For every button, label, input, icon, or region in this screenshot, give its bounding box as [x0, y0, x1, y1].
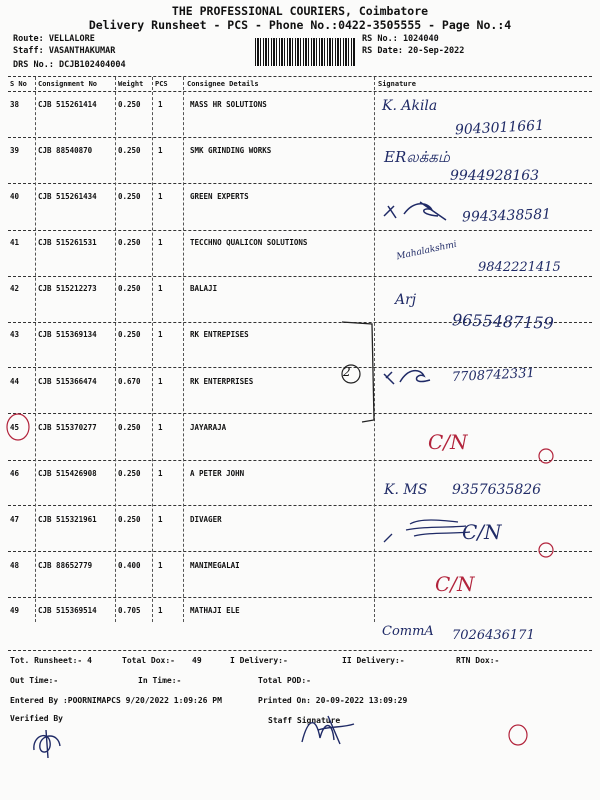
row-pcs: 1: [158, 146, 163, 155]
i-delivery: I Delivery:-: [230, 656, 288, 665]
row-sno: 39: [10, 146, 20, 155]
signature-name: C/N: [435, 572, 475, 596]
row-weight: 0.250: [118, 330, 141, 339]
row-divider: [8, 230, 592, 231]
runsheet-subtitle: Delivery Runsheet - PCS - Phone No.:0422-3505555 - Page No.:4: [88, 18, 512, 32]
printed-on: Printed On: 20-09-2022 13:09:29: [258, 696, 408, 705]
row-pcs: 1: [158, 377, 163, 386]
row-weight: 0.705: [118, 606, 141, 615]
row-weight: 0.250: [118, 192, 141, 201]
table-header-rule: [8, 91, 592, 92]
out-time: Out Time:-: [10, 676, 59, 685]
col-header-pcs: PCS: [155, 80, 168, 88]
row-divider: [8, 460, 592, 461]
signature-name: K. MS: [384, 482, 428, 498]
circle-annotation: [5, 412, 33, 442]
col-header-sno: S No: [10, 80, 27, 88]
company-title: THE PROFESSIONAL COURIERS, Coimbatore: [171, 4, 429, 18]
signature-phone: 9944928163: [450, 168, 540, 184]
barcode: [255, 38, 355, 66]
row-divider: [8, 551, 592, 552]
rs-number: RS No.: 1024040: [362, 34, 439, 44]
column-divider: [183, 77, 184, 622]
row-sno: 40: [10, 192, 20, 201]
row-consignment: CJB 515369134: [38, 330, 97, 339]
row-pcs: 1: [158, 192, 163, 201]
row-pcs: 1: [158, 330, 163, 339]
col-header-signature: Signature: [378, 80, 416, 88]
row-sno: 41: [10, 238, 20, 247]
row-sno: 38: [10, 100, 20, 109]
row-consignment: CJB 515369514: [38, 606, 97, 615]
column-divider: [152, 77, 153, 622]
drs-number: DRS No.: DCJB102404004: [13, 60, 126, 70]
signature-phone: 9943438581: [461, 206, 552, 226]
row-weight: 0.250: [118, 146, 141, 155]
signature-phone: 7026436171: [452, 628, 535, 643]
row-pcs: 1: [158, 423, 163, 432]
col-header-consignee: Consignee Details: [187, 80, 259, 88]
row-consignment: CJB 515321961: [38, 515, 97, 524]
row-weight: 0.250: [118, 238, 141, 247]
row-pcs: 1: [158, 284, 163, 293]
table-bottom-rule: [8, 650, 592, 651]
row-consignee: DIVAGER: [190, 515, 222, 524]
column-divider: [115, 77, 116, 622]
row-consignment: CJB 88540870: [38, 146, 93, 155]
col-header-weight: Weight: [118, 80, 144, 88]
row-weight: 0.250: [118, 284, 141, 293]
row-divider: [8, 276, 592, 277]
circle-annotation: [536, 540, 556, 560]
verified-by: Verified By: [10, 714, 63, 723]
row-pcs: 1: [158, 469, 163, 478]
row-consignee: SMK GRINDING WORKS: [190, 146, 272, 155]
in-time: In Time:-: [138, 676, 182, 685]
row-consignee: BALAJI: [190, 284, 218, 293]
row-consignee: A PETER JOHN: [190, 469, 245, 478]
group-count-mark: 2: [343, 365, 351, 379]
signature-phone: 9357635826: [452, 482, 542, 498]
signature-name: Arj: [395, 292, 417, 308]
verifier-signature: [28, 726, 68, 760]
staff-signature-scribble: [298, 712, 358, 748]
row-consignment: CJB 515370277: [38, 423, 97, 432]
row-divider: [8, 137, 592, 138]
row-weight: 0.670: [118, 377, 141, 386]
row-pcs: 1: [158, 561, 163, 570]
signature-name: C/N: [428, 430, 468, 454]
row-consignment: CJB 515261434: [38, 192, 97, 201]
row-pcs: 1: [158, 515, 163, 524]
row-sno: 43: [10, 330, 20, 339]
signature-name: ERலக்கம்: [384, 148, 450, 166]
table-top-rule: [8, 76, 592, 77]
signature-phone: 9043011661: [454, 117, 545, 139]
row-weight: 0.250: [118, 515, 141, 524]
staff-label: Staff: VASANTHAKUMAR: [13, 46, 116, 56]
signature-phone: 9842221415: [478, 260, 561, 275]
col-header-consignment: Consignment No: [38, 80, 98, 88]
row-pcs: 1: [158, 606, 163, 615]
row-weight: 0.250: [118, 100, 141, 109]
signature-name: C/N: [462, 520, 502, 544]
row-consignee: MASS HR SOLUTIONS: [190, 100, 267, 109]
row-consignment: CJB 515366474: [38, 377, 97, 386]
row-consignment: CJB 515426908: [38, 469, 97, 478]
row-sno: 49: [10, 606, 20, 615]
row-consignee: TECCHNO QUALICON SOLUTIONS: [190, 238, 308, 247]
row-consignment: CJB 88652779: [38, 561, 93, 570]
signature-phone: 9655487159: [451, 310, 555, 333]
route-label: Route: VELLALORE: [13, 34, 95, 44]
signature-name: CommA: [382, 624, 434, 639]
signature-name: Mahalakshmi: [395, 239, 458, 263]
signature-name: K. Akila: [382, 98, 438, 114]
row-pcs: 1: [158, 100, 163, 109]
row-consignee: MANIMEGALAI: [190, 561, 240, 570]
row-weight: 0.250: [118, 469, 141, 478]
row-consignment: CJB 515212273: [38, 284, 97, 293]
row-consignee: MATHAJI ELE: [190, 606, 240, 615]
column-divider: [35, 77, 36, 622]
signature-scribble: [380, 364, 440, 392]
bracket-mark: [334, 312, 384, 427]
row-pcs: 1: [158, 238, 163, 247]
signature-scribble: [380, 196, 460, 226]
row-weight: 0.250: [118, 423, 141, 432]
row-divider: [8, 505, 592, 506]
row-consignment: CJB 515261531: [38, 238, 97, 247]
row-weight: 0.400: [118, 561, 141, 570]
signature-phone: 7708742331: [451, 365, 536, 386]
rs-date: RS Date: 20-Sep-2022: [362, 46, 465, 56]
circle-annotation: [536, 446, 556, 466]
tot-runsheet: Tot. Runsheet:- 4: [10, 656, 92, 665]
entered-by: Entered By :POORNIMAPCS 9/20/2022 1:09:26 PM: [10, 696, 222, 705]
row-sno: 44: [10, 377, 20, 386]
row-consignment: CJB 515261414: [38, 100, 97, 109]
total-dox-value: 49: [192, 656, 202, 665]
row-sno: 42: [10, 284, 20, 293]
row-sno: 47: [10, 515, 20, 524]
ii-delivery: II Delivery:-: [342, 656, 405, 665]
staff-signature: Staff Signature: [268, 716, 341, 725]
total-dox-label: Total Dox:-: [122, 656, 175, 665]
row-sno: 46: [10, 469, 20, 478]
row-sno: 45: [10, 423, 20, 432]
row-consignee: RK ENTREPISES: [190, 330, 249, 339]
total-pod: Total POD:-: [258, 676, 311, 685]
rtn-dox: RTN Dox:-: [456, 656, 500, 665]
row-consignee: GREEN EXPERTS: [190, 192, 249, 201]
row-sno: 48: [10, 561, 20, 570]
row-consignee: RK ENTERPRISES: [190, 377, 254, 386]
row-consignee: JAYARAJA: [190, 423, 227, 432]
row-divider: [8, 413, 592, 414]
circle-annotation: [506, 722, 530, 748]
row-divider: [8, 597, 592, 598]
